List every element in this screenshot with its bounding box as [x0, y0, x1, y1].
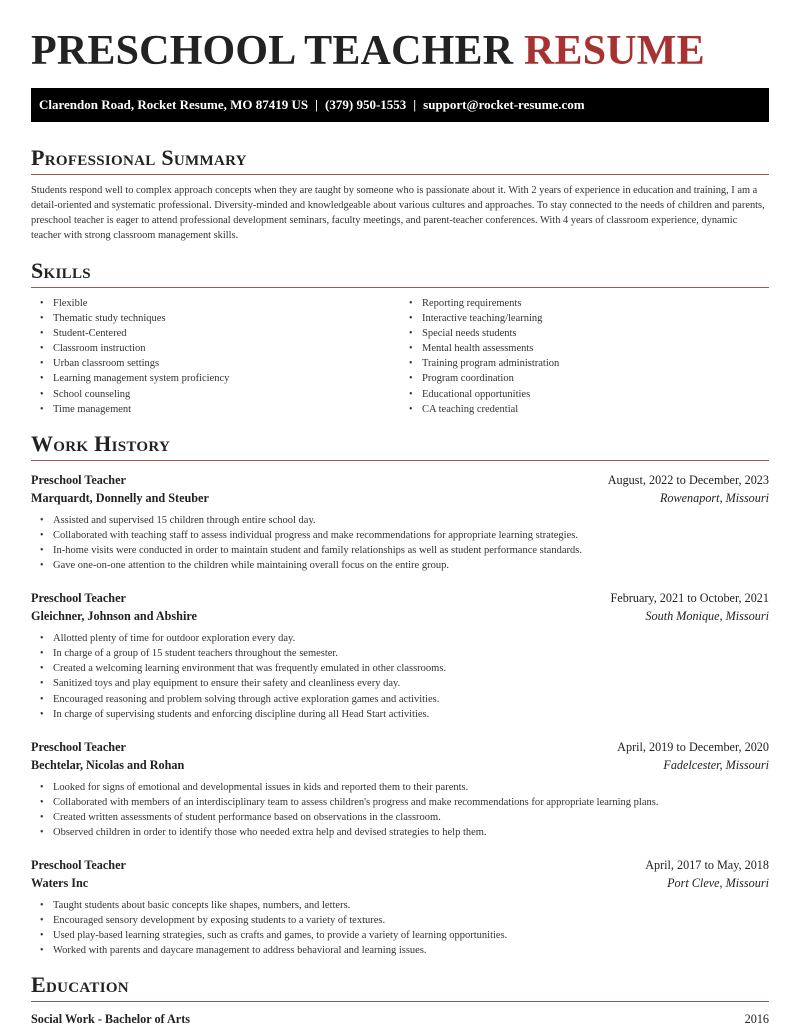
resume-title-accent: RESUME [523, 28, 705, 74]
education-section [31, 972, 769, 1028]
job-bullet: • Encouraged reasoning and problem solving through active exploration games and activities. [53, 692, 769, 707]
contact-phone[interactable]: (379) 950-1553 [325, 97, 407, 112]
summary-text: Students respond well to complex approach concepts when they are taught by someone who is passionate about it. With 2 years of experience in education and training, I am a detail-oriented and systematic professional. Diversity-minded and knowledgeable about various cultures and approaches. To stay connected to the needs of children and parents, preschool teacher is eager to attend professional development seminars, faculty meetings, and parent-teacher conferences. With 4 years of classroom experience, dynamic teacher with strong classroom management skills. [31, 185, 765, 241]
job-bullet: • Encouraged sensory development by exposing students to a variety of textures. [53, 913, 769, 928]
skill-item: • Classroom instruction [53, 341, 400, 356]
job-list [31, 471, 769, 959]
skill-item: • Time management [53, 402, 400, 417]
job-dates: April, 2017 to May, 2018 [645, 858, 769, 873]
job-company-row [31, 756, 769, 774]
job-bullet: • Observed children in order to identify those who needed extra help and devised strategies to help them. [53, 825, 769, 840]
job-title-row [31, 738, 769, 756]
skills-list-left [31, 296, 400, 417]
skill-item: • Student-Centered [53, 326, 400, 341]
skill-item: • Training program administration [422, 356, 769, 371]
skill-item: • Thematic study techniques [53, 311, 400, 326]
skill-item: • Flexible [53, 296, 400, 311]
job-bullet: • Looked for signs of emotional and developmental issues in kids and reported them to their parents. [53, 780, 769, 795]
job-bullet: • In charge of a group of 15 student teachers throughout the semester. [53, 646, 769, 661]
job-dates: February, 2021 to October, 2021 [610, 591, 769, 606]
skill-item: • Urban classroom settings [53, 356, 400, 371]
resume-title-main: PRESCHOOL TEACHER [31, 28, 514, 74]
job-title-row [31, 856, 769, 874]
job-bullet: • In-home visits were conducted in order to maintain student and family relationships as well as student performance standards. [53, 543, 769, 558]
skill-item: • Special needs students [422, 326, 769, 341]
job-bullet: • Assisted and supervised 15 children through entire school day. [53, 513, 769, 528]
job-bullet: • In charge of supervising students and enforcing discipline during all Head Start activities. [53, 707, 769, 722]
job-company-row [31, 607, 769, 625]
job-title: Preschool Teacher [31, 472, 126, 487]
job-dates: August, 2022 to December, 2023 [607, 472, 769, 487]
job-bullet: • Worked with parents and daycare management to address behavioral and learning issues. [53, 943, 769, 958]
job-bullet: • Collaborated with members of an interdisciplinary team to assess children's progress and make recommendations for appropriate learning plans. [53, 795, 769, 810]
summary-section [31, 145, 769, 243]
job-location: Port Cleve, Missouri [667, 876, 769, 891]
skills-columns [31, 296, 769, 417]
job-bullet: • Created a welcoming learning environment that was frequently emulated in other classrooms. [53, 661, 769, 676]
summary-heading: Professional Summary [31, 145, 769, 175]
skill-item: • Learning management system proficiency [53, 371, 400, 386]
education-degree: Social Work - Bachelor of Arts [31, 1012, 190, 1027]
job-title-row [31, 589, 769, 607]
contact-separator: | [315, 97, 319, 112]
contact-separator: | [413, 97, 417, 112]
contact-address: Clarendon Road, Rocket Resume, MO 87419 US [39, 97, 309, 112]
job-company: Bechtelar, Nicolas and Rohan [31, 757, 185, 772]
skill-item: • CA teaching credential [422, 402, 769, 417]
skills-heading: Skills [31, 258, 769, 288]
job-bullet: • Created written assessments of student performance based on observations in the classroom. [53, 810, 769, 825]
work-history-section [31, 431, 769, 959]
job-bullet: • Allotted plenty of time for outdoor exploration every day. [53, 631, 769, 646]
education-list [31, 1010, 769, 1028]
contact-bar [31, 88, 769, 122]
job-bullet-list [31, 898, 769, 958]
job-location: Fadelcester, Missouri [663, 757, 769, 772]
job-location: South Monique, Missouri [645, 609, 769, 624]
skill-item: • School counseling [53, 387, 400, 402]
job-title: Preschool Teacher [31, 591, 126, 606]
education-entry [31, 1010, 769, 1028]
skill-item: • Interactive teaching/learning [422, 311, 769, 326]
skill-item: • Mental health assessments [422, 341, 769, 356]
job-entry [31, 589, 769, 722]
job-company: Waters Inc [31, 876, 89, 891]
job-bullet-list [31, 513, 769, 573]
job-bullet: • Gave one-on-one attention to the children while maintaining overall focus on the entire group. [53, 558, 769, 573]
skills-list-right [400, 296, 769, 417]
job-company: Marquardt, Donnelly and Steuber [31, 490, 209, 505]
skill-item: • Program coordination [422, 371, 769, 386]
education-year: 2016 [744, 1012, 769, 1027]
resume-title [31, 0, 769, 74]
job-title-row [31, 471, 769, 489]
job-bullet: • Sanitized toys and play equipment to ensure their safety and cleanliness every day. [53, 676, 769, 691]
job-company: Gleichner, Johnson and Abshire [31, 609, 197, 624]
skill-item: • Educational opportunities [422, 387, 769, 402]
job-dates: April, 2019 to December, 2020 [617, 739, 769, 754]
job-bullet-list [31, 780, 769, 840]
work-history-heading: Work History [31, 431, 769, 461]
job-entry [31, 856, 769, 958]
skill-item: • Reporting requirements [422, 296, 769, 311]
skills-section [31, 258, 769, 417]
job-entry [31, 471, 769, 573]
job-entry [31, 738, 769, 840]
education-heading: Education [31, 972, 769, 1002]
job-company-row [31, 874, 769, 892]
contact-email[interactable]: support@rocket-resume.com [423, 97, 585, 112]
job-bullet-list [31, 631, 769, 722]
job-bullet: • Used play-based learning strategies, such as crafts and games, to provide a variety of learning opportunities. [53, 928, 769, 943]
job-bullet: • Collaborated with teaching staff to assess individual progress and make recommendations for appropriate learning strategies. [53, 528, 769, 543]
job-title: Preschool Teacher [31, 858, 126, 873]
job-bullet: • Taught students about basic concepts like shapes, numbers, and letters. [53, 898, 769, 913]
job-company-row [31, 489, 769, 507]
job-location: Rowenaport, Missouri [659, 490, 769, 505]
job-title: Preschool Teacher [31, 739, 126, 754]
